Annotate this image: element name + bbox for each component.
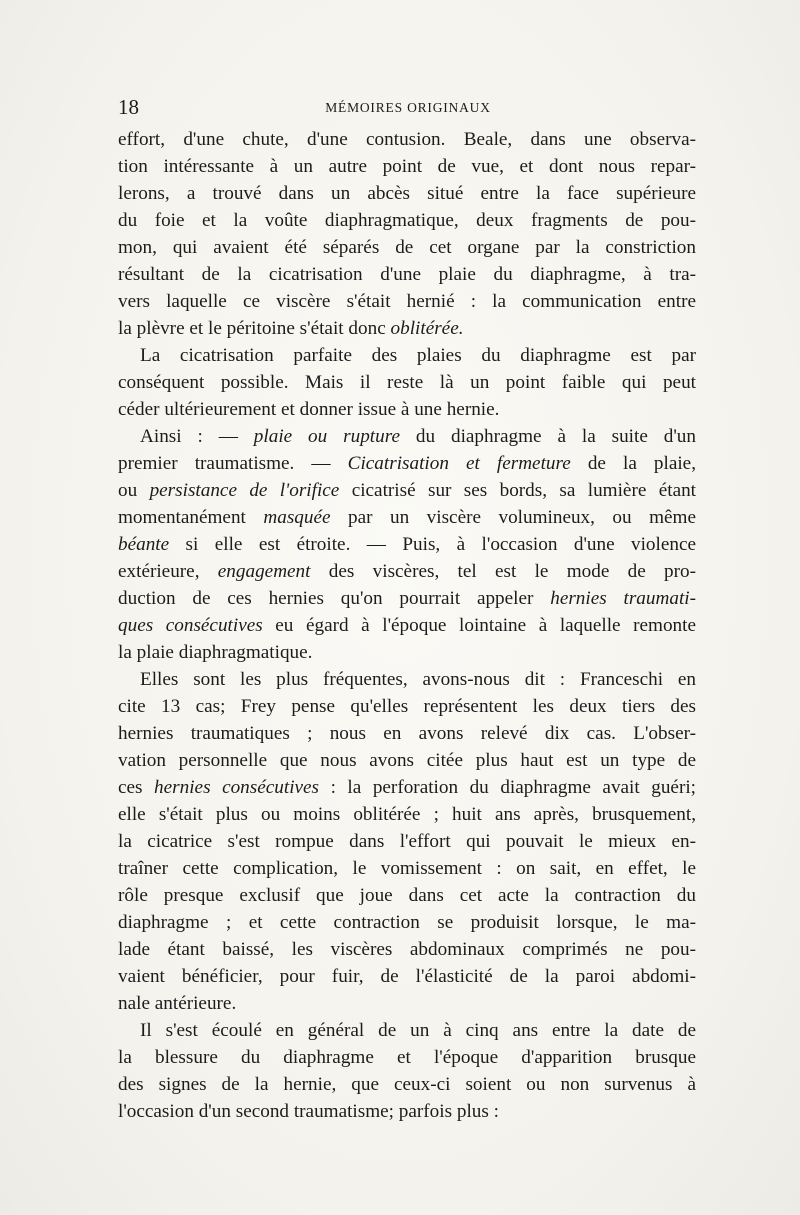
text-segment: premier traumatisme. — [118, 453, 348, 474]
text-segment: mon, qui avaient été séparés de cet organe par la constriction [118, 237, 696, 258]
text-segment: vaient bénéficier, pour fuir, de l'élasticité de la paroi abdomi- [118, 966, 696, 987]
text-segment: la cicatrice s'est rompue dans l'effort qui pouvait le mieux en- [118, 831, 696, 852]
text-segment: la plèvre et le péritoine s'était donc [118, 318, 391, 339]
text-line [118, 423, 696, 450]
text-line [118, 639, 696, 666]
text-segment: elle s'était plus ou moins oblitérée ; huit ans après, brusquement, [118, 804, 696, 825]
text-segment: duction de ces hernies qu'on pourrait appeler [118, 588, 551, 609]
text-segment: vation personnelle que nous avons citée plus haut est un type de [118, 750, 696, 771]
text-line [118, 1071, 696, 1098]
text-line [118, 369, 696, 396]
text-line [118, 747, 696, 774]
text-line [118, 774, 696, 801]
text-segment: effort, d'une chute, d'une contusion. Beale, dans une observa- [118, 129, 696, 150]
text-line [118, 666, 696, 693]
text-line [118, 504, 696, 531]
italic-text: hernies consécutives [154, 777, 320, 798]
italic-text: béante [118, 534, 170, 555]
italic-text: persistance de l'orifice [149, 480, 340, 501]
text-segment: eu égard à l'époque lointaine à laquelle remonte [262, 615, 696, 636]
text-line [118, 234, 696, 261]
text-segment: du foie et la voûte diaphragmatique, deux fragments de pou- [118, 210, 696, 231]
italic-text: oblitérée. [390, 318, 464, 339]
text-segment: Il s'est écoulé en général de un à cinq ans entre la date de [140, 1020, 696, 1041]
text-segment: par un viscère volumineux, ou même [330, 507, 696, 528]
text-line [118, 153, 696, 180]
text-line [118, 531, 696, 558]
text-segment: cicatrisé sur ses bords, sa lumière étant [339, 480, 697, 501]
body-text [118, 126, 696, 1125]
text-line [118, 207, 696, 234]
text-segment: Ainsi : — [140, 426, 254, 447]
text-line [118, 855, 696, 882]
running-title: MÉMOIRES ORIGINAUX [325, 100, 491, 115]
text-segment: ces [118, 777, 155, 798]
text-segment: lerons, a trouvé dans un abcès situé entre la face supérieure [118, 183, 696, 204]
text-line [118, 612, 696, 639]
text-segment: diaphragme ; et cette contraction se produisit lorsque, le ma- [118, 912, 696, 933]
text-line [118, 882, 696, 909]
italic-text: plaie ou rupture [253, 426, 400, 447]
text-line [118, 693, 696, 720]
text-segment: si elle est étroite. — Puis, à l'occasion d'une violence [169, 534, 696, 555]
italic-text: masquée [263, 507, 331, 528]
text-line [118, 558, 696, 585]
text-segment: cite 13 cas; Frey pense qu'elles représentent les deux tiers des [118, 696, 696, 717]
text-line [118, 396, 696, 423]
text-line [118, 288, 696, 315]
text-line [118, 720, 696, 747]
text-segment: tion intéressante à un autre point de vue, et dont nous repar- [118, 156, 696, 177]
text-segment: rôle presque exclusif que joue dans cet acte la contraction du [118, 885, 696, 906]
text-line [118, 990, 696, 1017]
text-segment: des viscères, tel est le mode de pro- [310, 561, 696, 582]
text-line [118, 315, 696, 342]
text-line [118, 936, 696, 963]
text-line [118, 801, 696, 828]
text-segment: ou [118, 480, 150, 501]
text-line [118, 1017, 696, 1044]
text-line [118, 1044, 696, 1071]
italic-text: hernies traumati- [550, 588, 696, 609]
text-segment: momentanément [118, 507, 264, 528]
text-line [118, 963, 696, 990]
text-segment: Elles sont les plus fréquentes, avons-nous dit : Franceschi en [140, 669, 696, 690]
text-line [118, 828, 696, 855]
text-line [118, 450, 696, 477]
text-segment: de la plaie, [570, 453, 696, 474]
text-segment: l'occasion d'un second traumatisme; parfois plus : [118, 1101, 499, 1122]
text-line [118, 180, 696, 207]
text-segment: : la perforation du diaphragme avait guéri; [319, 777, 697, 798]
text-segment: la blessure du diaphragme et l'époque d'apparition brusque [118, 1047, 696, 1068]
text-segment: des signes de la hernie, que ceux-ci soient ou non survenus à [118, 1074, 696, 1095]
text-segment: conséquent possible. Mais il reste là un point faible qui peut [118, 372, 696, 393]
text-segment: extérieure, [118, 561, 218, 582]
text-segment: lade étant baissé, les viscères abdominaux comprimés ne pou- [118, 939, 696, 960]
text-segment: traîner cette complication, le vomissement : on sait, en effet, le [118, 858, 696, 879]
text-line [118, 126, 696, 153]
text-segment: hernies traumatiques ; nous en avons relevé dix cas. L'obser- [118, 723, 696, 744]
text-segment: vers laquelle ce viscère s'était hernié : la communication entre [118, 291, 696, 312]
page-header [118, 95, 698, 121]
text-line [118, 909, 696, 936]
text-segment: nale antérieure. [118, 993, 237, 1014]
text-segment: la plaie diaphragmatique. [118, 642, 313, 663]
italic-text: engagement [217, 561, 311, 582]
text-line [118, 477, 696, 504]
text-segment: du diaphragme à la suite d'un [400, 426, 696, 447]
italic-text: Cicatrisation et fermeture [347, 453, 571, 474]
text-segment: céder ultérieurement et donner issue à une hernie. [118, 399, 500, 420]
text-segment: résultant de la cicatrisation d'une plaie du diaphragme, à tra- [118, 264, 696, 285]
text-line [118, 585, 696, 612]
italic-text: ques consécutives [118, 615, 263, 636]
text-line [118, 261, 696, 288]
text-line [118, 1098, 696, 1125]
text-segment: La cicatrisation parfaite des plaies du diaphragme est par [140, 345, 696, 366]
page-number: 18 [118, 95, 139, 119]
text-line [118, 342, 696, 369]
